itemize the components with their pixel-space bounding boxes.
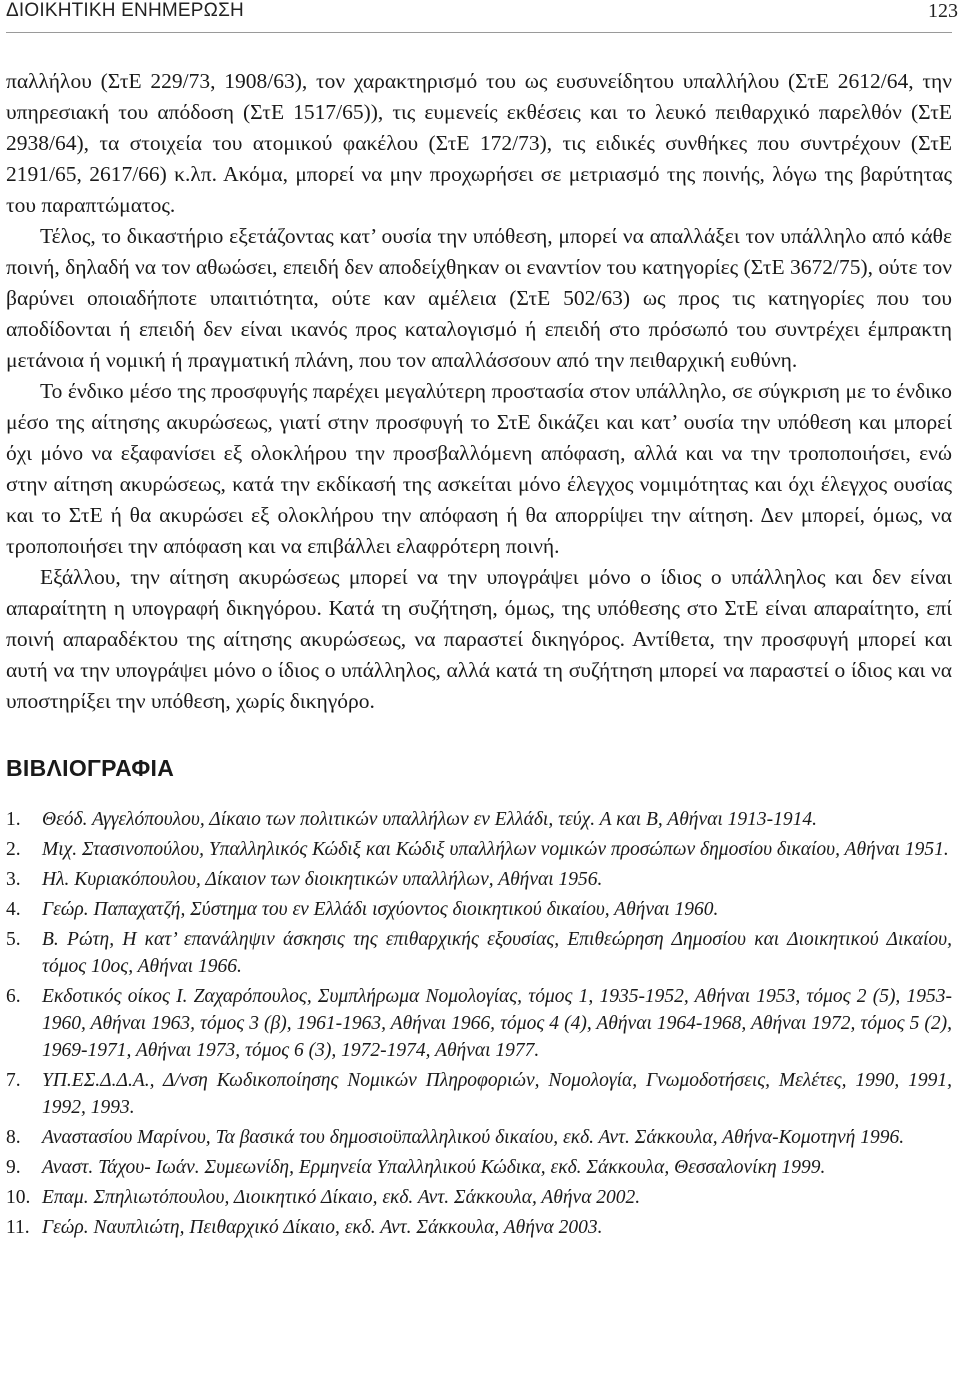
body-text	[6, 66, 952, 717]
bibliography-item-number: 4.	[6, 899, 21, 920]
bibliography-item-text: Εκδοτικός οίκος Ι. Ζαχαρόπουλος, Συμπλήρωμα Νομολογίας, τόμος 1, 1935-1952, Αθήναι 1953, τόμος 2 (5), 1953-1960, Αθήναι 1963, τόμος 3 (β), 1961-1963, Αθήναι 1966, τόμος 4 (4), Αθήναι 1964-1968, Αθήναι 1972, τόμος 5 (2), 1969-1971, Αθήναι 1973, τόμος 6 (3), 1972-1974, Αθήναι 1977.	[42, 986, 952, 1061]
bibliography-item-text: Επαμ. Σπηλιωτόπουλου, Διοικητικό Δίκαιο, εκδ. Αντ. Σάκκουλα, Αθήνα 2002.	[42, 1187, 641, 1208]
bibliography-item-text: Αναστ. Τάχου- Ιωάν. Συμεωνίδη, Ερμηνεία Υπαλληλικού Κώδικα, εκδ. Σάκκουλα, Θεσσαλονίκη 1999.	[42, 1157, 826, 1178]
bibliography-item	[6, 1067, 952, 1121]
bibliography-item	[6, 1124, 952, 1151]
bibliography-item-text: Γεώρ. Ναυπλιώτη, Πειθαρχικό Δίκαιο, εκδ. Αντ. Σάκκουλα, Αθήνα 2003.	[42, 1217, 603, 1238]
bibliography-item	[6, 1214, 952, 1241]
running-title: ΔΙΟΙΚΗΤΙΚΗ ΕΝΗΜΕΡΩΣΗ	[6, 0, 244, 21]
bibliography-item	[6, 866, 952, 893]
bibliography-item-number: 9.	[6, 1157, 21, 1178]
bibliography-item-number: 2.	[6, 839, 21, 860]
bibliography-item-number: 7.	[6, 1070, 21, 1091]
bibliography-item-text: Θεόδ. Αγγελόπουλου, Δίκαιο των πολιτικών υπαλλήλων εν Ελλάδι, τεύχ. Α και Β, Αθήναι 1913-1914.	[42, 809, 818, 830]
bibliography-item-number: 5.	[6, 929, 21, 950]
bibliography-heading: ΒΙΒΛΙΟΓΡΑΦΙΑ	[6, 755, 175, 781]
bibliography-item-text: Γεώρ. Παπαχατζή, Σύστημα του εν Ελλάδι ισχύοντος διοικητικού δικαίου, Αθήναι 1960.	[42, 899, 719, 920]
bibliography-item-number: 8.	[6, 1127, 21, 1148]
bibliography-list	[6, 806, 952, 1241]
bibliography-item	[6, 1154, 952, 1181]
bibliography-item	[6, 836, 952, 863]
bibliography-item	[6, 926, 952, 980]
bibliography-item-number: 6.	[6, 986, 21, 1007]
bibliography-item-number: 1.	[6, 809, 21, 830]
running-header	[6, 0, 958, 33]
bibliography-item	[6, 896, 952, 923]
bibliography-item-number: 11.	[6, 1217, 30, 1238]
bibliography-item	[6, 806, 952, 833]
bibliography-item-text: Μιχ. Στασινοπούλου, Υπαλληλικός Κώδιξ και Κώδιξ υπαλλήλων νομικών προσώπων δημοσίου δικαίου, Αθήναι 1951.	[42, 839, 949, 860]
paragraph: Το ένδικο μέσο της προσφυγής παρέχει μεγαλύτερη προστασία στον υπάλληλο, σε σύγκριση με το ένδικο μέσο της αίτησης ακυρώσεως, γιατί στην προσφυγή το ΣτΕ δικάζει και κατ’ ουσία την υπόθεση και μπορεί όχι μόνο να εξαφανίσει εξ ολοκλήρου την προσβαλλόμενη απόφαση, αλλά και να την τροποποιήσει, ενώ στην αίτηση ακυρώσεως, κατά την εκδίκασή της ασκείται μόνο έλεγχος νομιμότητας και όχι έλεγχος ουσίας και το ΣτΕ ή θα ακυρώσει εξ ολοκλήρου την απόφαση ή θα απορρίψει την αίτηση. Δεν μπορεί, όμως, να τροποποιήσει την απόφαση και να επιβάλλει ελαφρότερη ποινή.	[6, 379, 952, 558]
bibliography-item	[6, 1184, 952, 1211]
bibliography-item-text: Ηλ. Κυριακόπουλου, Δίκαιον των διοικητικών υπαλλήλων, Αθήναι 1956.	[42, 869, 603, 890]
page-number: 123	[928, 0, 958, 22]
document-page	[6, 0, 958, 1244]
paragraph-continued: παλλήλου (ΣτΕ 229/73, 1908/63), τον χαρακτηρισμό του ως ευσυνείδητου υπαλλήλου (ΣτΕ 2612/64, την υπηρεσιακή του απόδοση (ΣτΕ 1517/65)), τις ευμενείς εκθέσεις και το λευκό πειθαρχικό παρελθόν (ΣτΕ 2938/64), τα στοιχεία του ατομικού φακέλου (ΣτΕ 172/73), τις ειδικές συνθήκες που συντρέχουν (ΣτΕ 2191/65, 2617/66) κ.λπ. Ακόμα, μπορεί να μην προχωρήσει σε μετριασμό της ποινής, λόγω της βαρύτητας του παραπτώματος.	[6, 69, 952, 217]
bibliography-item-text: Β. Ρώτη, Η κατ’ επανάληψιν άσκησις της επιθαρχικής εξουσίας, Επιθεώρηση Δημοσίου και Διοικητικού Δικαίου, τόμος 10ος, Αθήναι 1966.	[42, 929, 952, 977]
bibliography-item	[6, 983, 952, 1064]
bibliography-item-number: 3.	[6, 869, 21, 890]
bibliography-item-text: Αναστασίου Μαρίνου, Τα βασικά του δημοσιοϋπαλληλικού δικαίου, εκδ. Αντ. Σάκκουλα, Αθήνα-Κομοτηνή 1996.	[42, 1127, 905, 1148]
bibliography-item-number: 10.	[6, 1187, 31, 1208]
bibliography-item-text: ΥΠ.ΕΣ.Δ.Δ.Α., Δ/νση Κωδικοποίησης Νομικών Πληροφοριών, Νομολογία, Γνωμοδοτήσεις, Μελέτες, 1990, 1991, 1992, 1993.	[42, 1070, 952, 1118]
paragraph: Τέλος, το δικαστήριο εξετάζοντας κατ’ ουσία την υπόθεση, μπορεί να απαλλάξει τον υπάλληλο από κάθε ποινή, δηλαδή να τον αθωώσει, επειδή δεν αποδείχθηκαν οι εναντίον του κατηγορίες (ΣτΕ 3672/75), ούτε τον βαρύνει οποιαδήποτε υπαιτιότητα, ούτε καν αμέλεια (ΣτΕ 502/63) ως προς τις κατηγορίες που του αποδίδονται ή επειδή δεν είναι ικανός προς καταλογισμό ή επειδή στο πρόσωπό του συντρέχει έμπρακτη μετάνοια ή νομική ή πραγματική πλάνη, που τον απαλλάσσουν από την πειθαρχική ευθύνη.	[6, 224, 952, 372]
paragraph: Εξάλλου, την αίτηση ακυρώσεως μπορεί να την υπογράψει μόνο ο ίδιος ο υπάλληλος και δεν είναι απαραίτητη η υπογραφή δικηγόρου. Κατά τη συζήτηση, όμως, της υπόθεσης στο ΣτΕ είναι απαραίτητο, επί ποινή απαραδέκτου της αίτησης ακυρώσεως, να παραστεί δικηγόρος. Αντίθετα, την προσφυγή μπορεί και αυτή να την υπογράψει μόνο ο ίδιος ο υπάλληλος, αλλά κατά τη συζήτηση μπορεί να παραστεί ο ίδιος και να υποστηρίξει την υπόθεση, χωρίς δικηγόρο.	[6, 565, 952, 713]
